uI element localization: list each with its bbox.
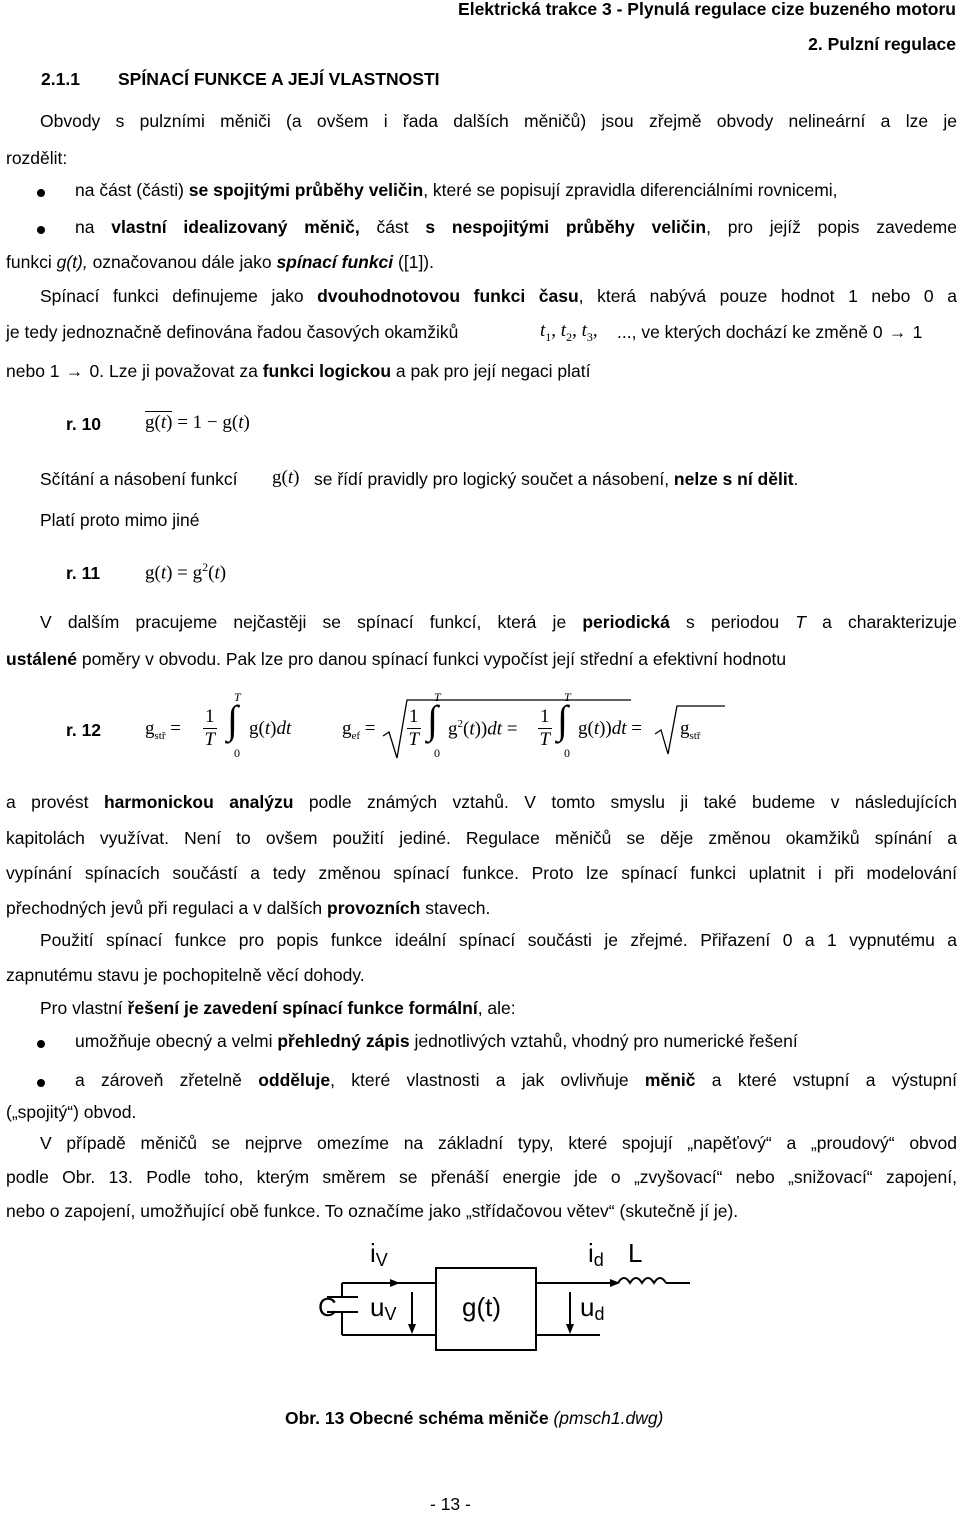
paragraph-line: zapnutému stavu je pochopitelně věcí dohody. xyxy=(6,965,365,985)
label-g: g(t) xyxy=(462,1292,501,1322)
running-header-title: Elektrická trakce 3 - Plynulá regulace cize buzeného motoru xyxy=(458,0,956,19)
paragraph-line: nebo 1 → 0. Lze ji považovat za funkci logickou a pak pro její negaci platí xyxy=(6,361,591,381)
arrowhead-icon xyxy=(610,1279,620,1287)
paragraph-line: Spínací funkci definujeme jako dvouhodnotovou funkci času, která nabývá pouze hodnot 1 nebo 0 a xyxy=(40,286,957,306)
bullet-item: a zároveň zřetelně odděluje, které vlastnosti a jak ovlivňuje měnič a které vstupní a výstupní xyxy=(75,1070,957,1090)
equation-r12: $g_{stř}$ = $\frac{1}{T}$ T ∫ 0 g(t)dt $g_{ef}$ = $\frac{1}{T}$ T ∫ 0 $g^2(t))dt$ = $\frac{1}{T}$ T ∫ 0 g(t))dt = $g_{stř}$ xyxy=(145,690,725,770)
running-header-subtitle: 2. Pulzní regulace xyxy=(808,34,956,54)
label-iv: iV xyxy=(370,1238,388,1270)
section-title: SPÍNACÍ FUNKCE A JEJÍ VLASTNOSTI xyxy=(118,69,440,89)
paragraph-line: je tedy jednoznačně definována řadou časových okamžiků xyxy=(6,322,459,342)
arrow-right-icon: → xyxy=(65,361,84,381)
equation-r11: $g(t) = g^2(t)$ xyxy=(145,560,227,584)
paragraph-line: Pro vlastní řešení je zavedení spínací funkce formální, ale: xyxy=(40,998,516,1018)
paragraph-line: a provést harmonickou analýzu podle známých vztahů. V tomto smyslu ji také budeme v následujících xyxy=(6,792,957,812)
bullet-item-continuation: („spojitý“) obvod. xyxy=(6,1102,137,1122)
equation-label: r. 12 xyxy=(66,720,102,740)
bullet-icon xyxy=(37,189,45,197)
paragraph-line: kapitolách využívat. Není to ovšem použití jediné. Regulace měničů se děje změnou okamžiků spínání a xyxy=(6,828,957,848)
paragraph-line: se řídí pravidly pro logický součet a násobení, nelze s ní dělit. xyxy=(314,469,799,489)
equation-label: r. 10 xyxy=(66,414,102,434)
bullet-icon xyxy=(37,1040,45,1048)
page-number: - 13 - xyxy=(430,1494,471,1514)
arrowhead-icon xyxy=(390,1279,400,1287)
paragraph-line: Obvody s pulzními měniči (a ovšem i řada dalších měničů) jsou zřejmě obvody nelineární a lze je xyxy=(40,111,957,131)
paragraph-line: nebo o zapojení, umožňující obě funkce. To označíme jako „střídačovou větev“ (skutečně jí je). xyxy=(6,1201,739,1221)
bullet-item: umožňuje obecný a velmi přehledný zápis jednotlivých vztahů, vhodný pro numerické řešení xyxy=(75,1031,798,1051)
bullet-item-continuation: funkci g(t), označovanou dále jako spínací funkci ([1]). xyxy=(6,252,434,272)
paragraph-line: V dalším pracujeme nejčastěji se spínací funkcí, která je periodická s periodou T a charakterizuje xyxy=(40,612,957,632)
paragraph-line: rozdělit: xyxy=(6,148,68,168)
paragraph-line: podle Obr. 13. Podle toho, kterým směrem se přenáší energie jde o „zvyšovací“ nebo „snižovací“ zapojení, xyxy=(6,1167,957,1187)
bullet-item: na vlastní idealizovaný měnič, část s nespojitými průběhy veličin, pro jejíž popis zavedeme xyxy=(75,217,957,237)
label-L: L xyxy=(628,1238,643,1268)
label-uv: uV xyxy=(370,1292,397,1324)
label-ud: ud xyxy=(580,1292,605,1324)
paragraph-line: V případě měničů se nejprve omezíme na základní typy, které spojují „napěťový“ a „proudový“ obvod xyxy=(40,1133,957,1153)
bullet-icon xyxy=(37,226,45,234)
section-number: 2.1.1 xyxy=(41,69,80,89)
converter-schematic xyxy=(0,1235,960,1405)
inductor-coil xyxy=(618,1278,666,1283)
inline-formula: g(t) xyxy=(272,467,300,488)
arrow-right-icon: → xyxy=(888,322,907,342)
equation-label: r. 11 xyxy=(66,563,101,583)
paragraph-line: ..., ve kterých dochází ke změně 0 → 1 xyxy=(617,322,923,342)
paragraph-line: Použití spínací funkce pro popis funkce ideální spínací součásti je zřejmé. Přiřazení 0 a 1 vypnutému a xyxy=(40,930,957,950)
bullet-item: na část (části) se spojitými průběhy veličin, které se popisují zpravidla diferenciálními rovnicemi, xyxy=(75,180,838,200)
paragraph-line: Platí proto mimo jiné xyxy=(40,510,200,530)
label-id: id xyxy=(588,1238,604,1270)
equation-r10: g(t) = 1 − g(t) xyxy=(145,412,250,433)
label-C: C xyxy=(318,1292,337,1322)
arrowhead-icon xyxy=(566,1324,574,1334)
paragraph-line: ustálené poměry v obvodu. Pak lze pro danou spínací funkci vypočíst její střední a efektivní hodnotu xyxy=(6,649,787,669)
paragraph-line: přechodných jevů při regulaci a v dalších provozních stavech. xyxy=(6,898,491,918)
time-instants-formula: $t_1$, $t_2$, $t_3$, xyxy=(540,320,598,344)
paragraph-line: vypínání spínacích součástí a tedy změnou spínací funkce. Proto lze spínací funkci uplatnit i při modelování xyxy=(6,863,957,883)
bullet-icon xyxy=(37,1079,45,1087)
figure-caption: Obr. 13 Obecné schéma měniče (pmsch1.dwg) xyxy=(285,1408,664,1428)
paragraph-line: Sčítání a násobení funkcí xyxy=(40,469,238,489)
arrowhead-icon xyxy=(408,1324,416,1334)
